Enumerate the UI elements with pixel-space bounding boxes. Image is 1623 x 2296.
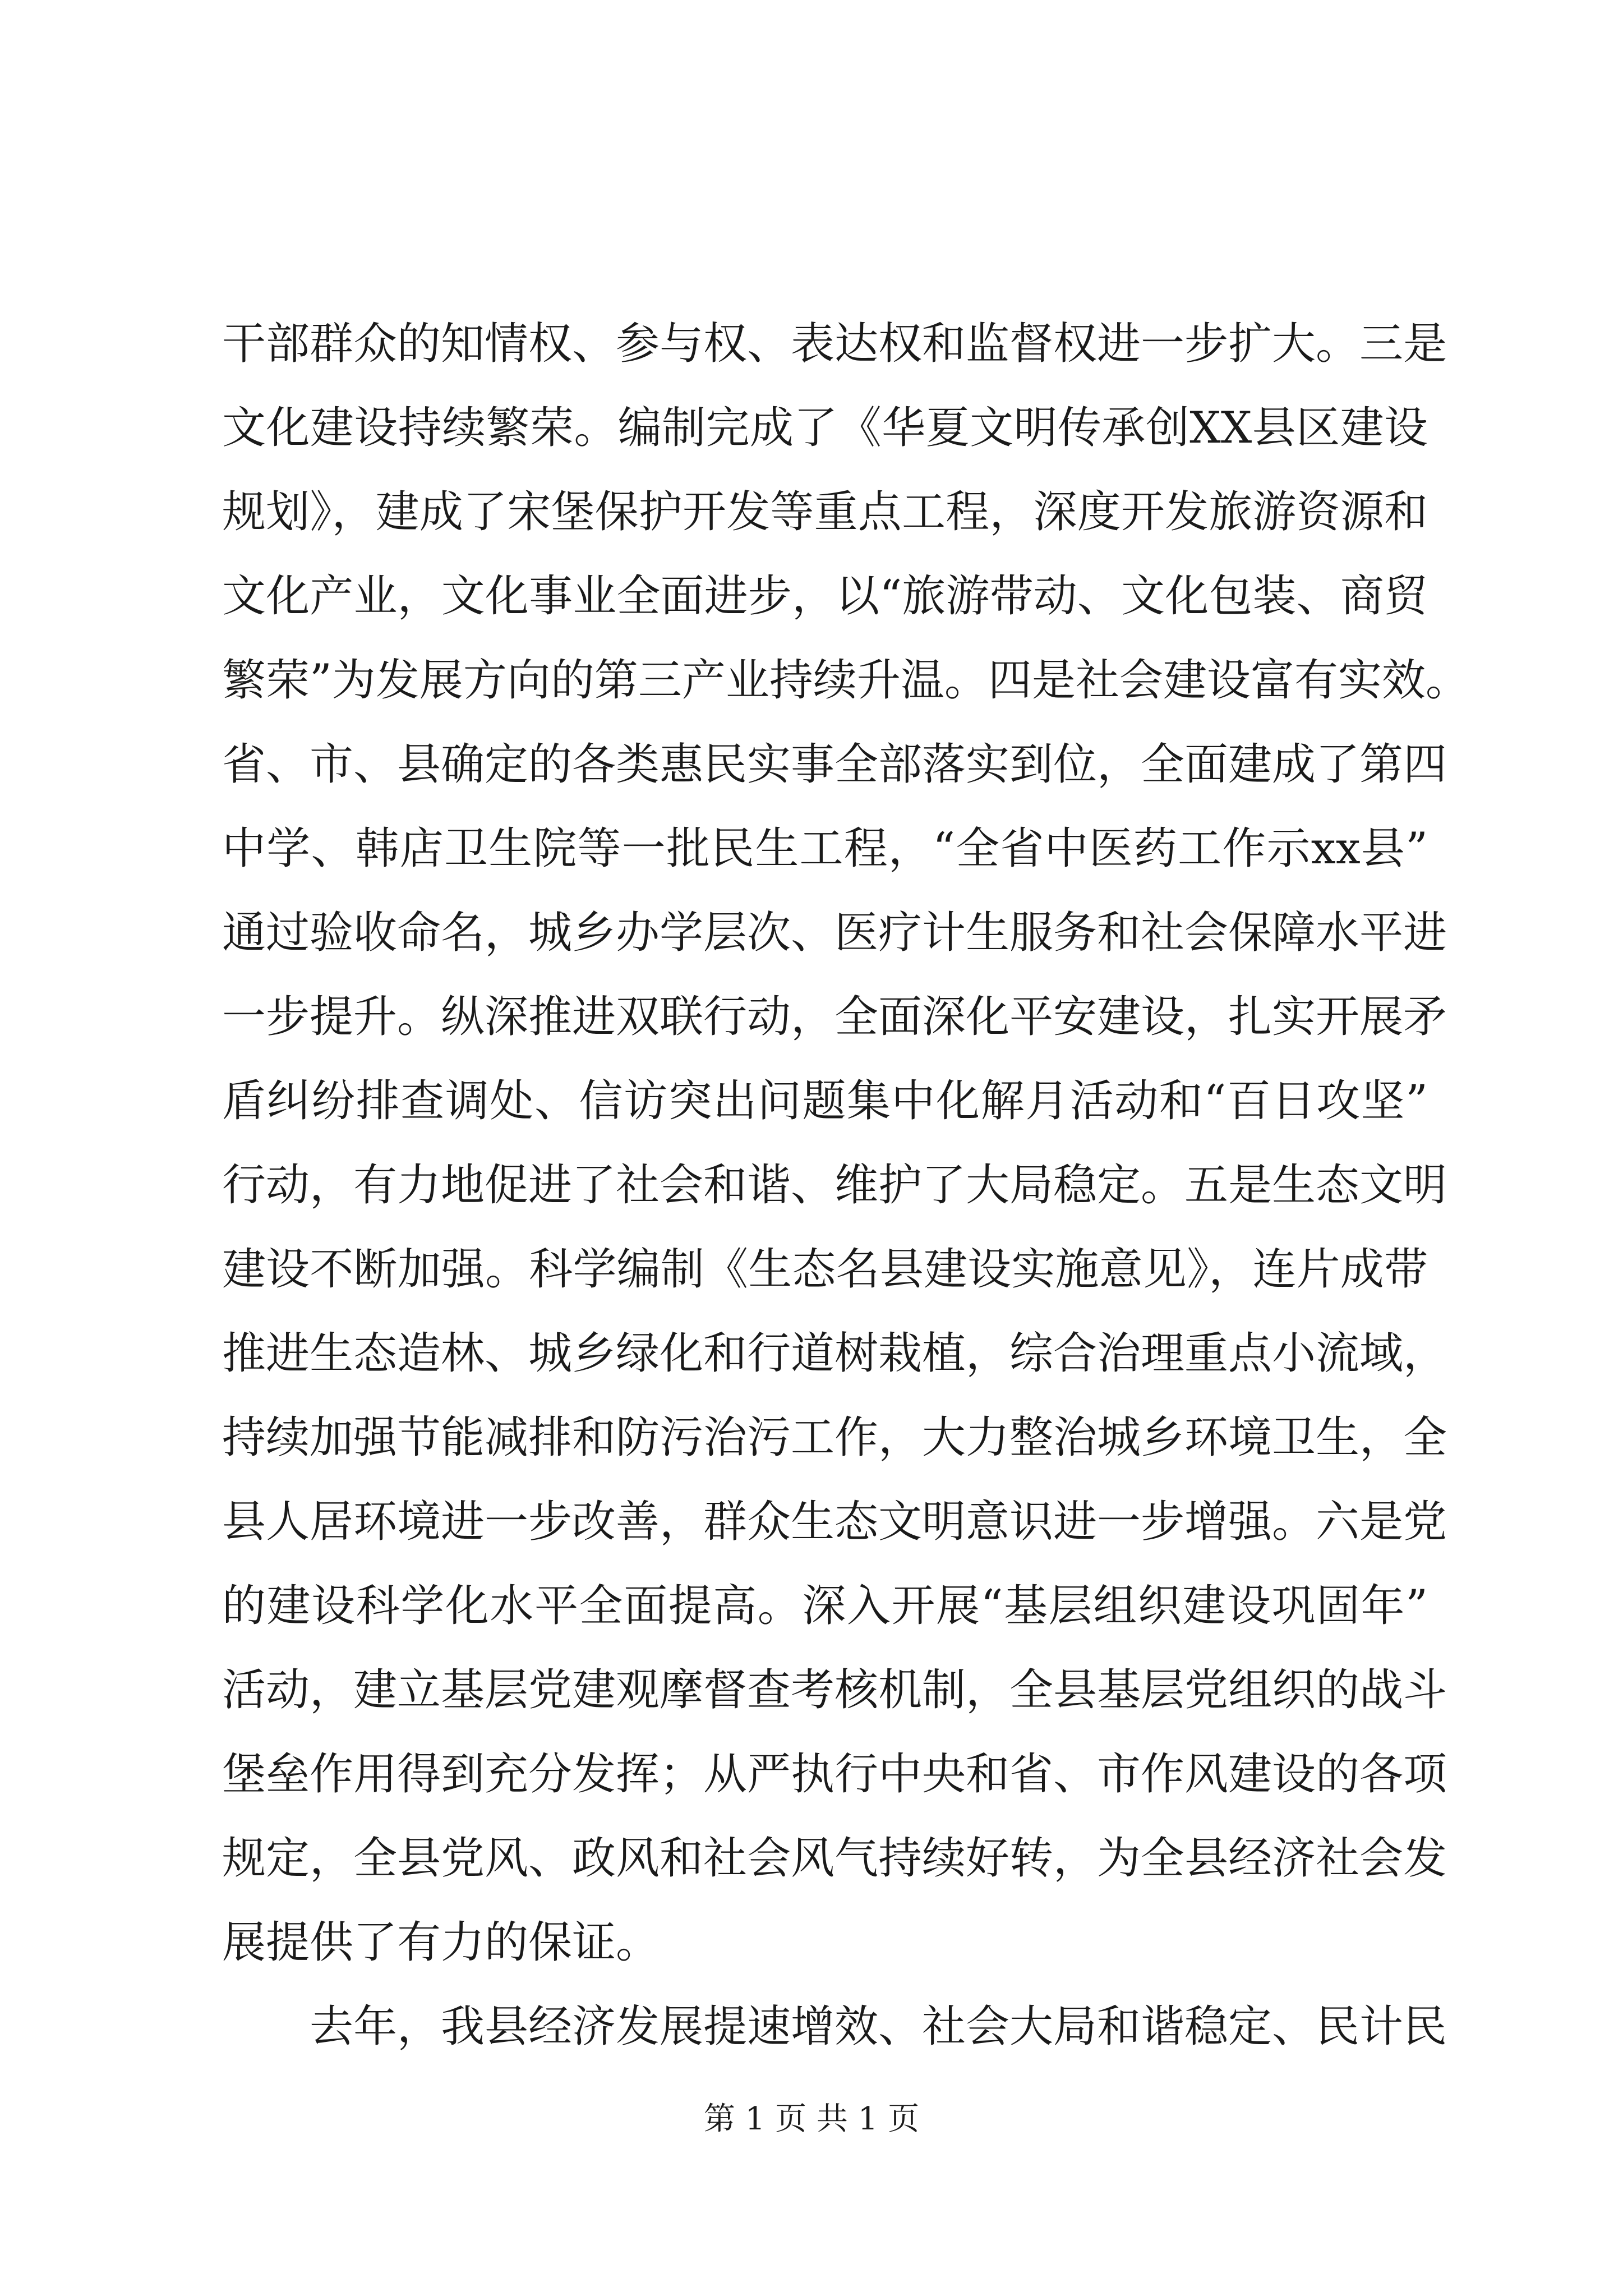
- text-line: 县人居环境进一步改善，群众生态文明意识进一步增强。六是党: [222, 1497, 1447, 1547]
- text-line: 去年，我县经济发展提速增效、社会大局和谐稳定、民计民: [310, 2001, 1447, 2052]
- text-line: 的建设科学化水平全面提高。深入开展“基层组织建设巩固年”: [222, 1581, 1428, 1631]
- text-line: 持续加强节能减排和防污治污工作，大力整治城乡环境卫生，全: [222, 1412, 1447, 1463]
- text-line: 一步提升。纵深推进双联行动，全面深化平安建设，扎实开展矛: [222, 992, 1447, 1042]
- text-line: 干部群众的知情权、参与权、表达权和监督权进一步扩大。三是: [222, 319, 1447, 369]
- text-line: 通过验收命名，城乡办学层次、医疗计生服务和社会保障水平进: [222, 908, 1447, 958]
- text-line: 文化建设持续繁荣。编制完成了《华夏文明传承创XX县区建设: [222, 403, 1428, 453]
- text-line: 行动，有力地促进了社会和谐、维护了大局稳定。五是生态文明: [222, 1160, 1447, 1211]
- document-body: [222, 302, 1469, 2069]
- text-line: 建设不断加强。科学编制《生态名县建设实施意见》，连片成带: [222, 1244, 1428, 1295]
- page-number-footer: 第 1 页 共 1 页: [703, 2101, 920, 2137]
- text-line: 繁荣”为发展方向的第三产业持续升温。四是社会建设富有实效。: [222, 655, 1469, 706]
- text-line: 中学、韩店卫生院等一批民生工程，“全省中医药工作示xx县”: [222, 823, 1428, 874]
- text-line: 展提供了有力的保证。: [222, 1917, 660, 1968]
- text-line: 推进生态造林、城乡绿化和行道树栽植，综合治理重点小流域，: [222, 1328, 1447, 1379]
- text-line: 省、市、县确定的各类惠民实事全部落实到位，全面建成了第四: [222, 739, 1447, 790]
- text-line: 规划》，建成了宋堡保护开发等重点工程，深度开发旅游资源和: [222, 487, 1428, 537]
- text-line: 规定，全县党风、政风和社会风气持续好转，为全县经济社会发: [222, 1833, 1447, 1884]
- paragraph-2: [222, 1985, 1447, 2069]
- text-line: 文化产业，文化事业全面进步，以“旅游带动、文化包装、商贸: [222, 571, 1428, 622]
- text-line: 盾纠纷排查调处、信访突出问题集中化解月活动和“百日攻坚”: [222, 1076, 1428, 1126]
- paragraph-1: [222, 302, 1469, 1985]
- text-line: 堡垒作用得到充分发挥；从严执行中央和省、市作风建设的各项: [222, 1749, 1447, 1800]
- text-line: 活动，建立基层党建观摩督查考核机制，全县基层党组织的战斗: [222, 1665, 1447, 1715]
